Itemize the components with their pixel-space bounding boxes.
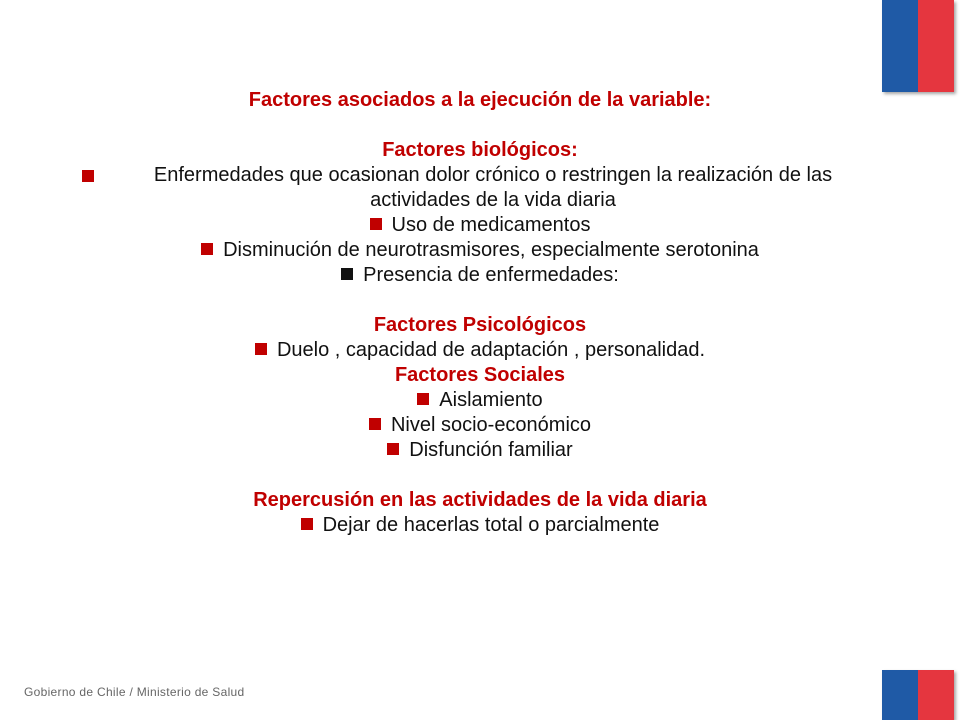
- chile-flag-logo-top: [882, 0, 954, 92]
- bullet-text: Disfunción familiar: [409, 439, 573, 461]
- flag-red-stripe: [918, 0, 954, 92]
- chile-flag-logo-bottom: [882, 670, 954, 720]
- bullet-text: Dejar de hacerlas total o parcialmente: [322, 514, 660, 536]
- bullet-item: [60, 238, 900, 263]
- bullet-text: Uso de medicamentos: [391, 214, 591, 236]
- bullet-text: Presencia de enfermedades:: [363, 264, 619, 286]
- square-bullet-icon: [255, 343, 267, 355]
- section-heading-sociales: Factores Sociales: [394, 364, 566, 386]
- square-bullet-icon: [417, 393, 429, 405]
- footer-text: Gobierno de Chile / Ministerio de Salud: [24, 685, 245, 699]
- square-bullet-icon: [201, 243, 213, 255]
- bullet-text: Disminución de neurotrasmisores, especialmente serotonina: [223, 239, 759, 261]
- bullet-item: [60, 438, 900, 463]
- bullet-item: [60, 213, 900, 238]
- bullet-item: [60, 388, 900, 413]
- flag-blue-stripe: [882, 670, 918, 720]
- bullet-text: Aislamiento: [439, 389, 543, 411]
- bullet-item: [60, 413, 900, 438]
- slide-title: Factores asociados a la ejecución de la variable:: [248, 89, 712, 111]
- bullet-item: [60, 263, 900, 288]
- section-heading-repercusion: Repercusión en las actividades de la vida diaria: [253, 489, 707, 511]
- square-bullet-icon: [301, 518, 313, 530]
- slide-content: [60, 88, 900, 538]
- bullet-item: [60, 513, 900, 538]
- section-heading-biologicos: Factores biológicos:: [382, 139, 578, 161]
- square-bullet-icon: [369, 418, 381, 430]
- bullet-item: [60, 163, 900, 213]
- bullet-text: Duelo , capacidad de adaptación , personalidad.: [276, 339, 706, 361]
- square-bullet-icon: [82, 170, 94, 182]
- section-heading-psicologicos: Factores Psicológicos: [373, 314, 587, 336]
- square-bullet-icon: [370, 218, 382, 230]
- flag-blue-stripe: [882, 0, 918, 92]
- square-bullet-icon: [341, 268, 353, 280]
- square-bullet-icon: [387, 443, 399, 455]
- bullet-text: Nivel socio-económico: [390, 414, 592, 436]
- flag-red-stripe: [918, 670, 954, 720]
- bullet-item: [60, 338, 900, 363]
- bullet-text: Enfermedades que ocasionan dolor crónico o restringen la realización de las actividades de la vida diaria: [153, 164, 833, 211]
